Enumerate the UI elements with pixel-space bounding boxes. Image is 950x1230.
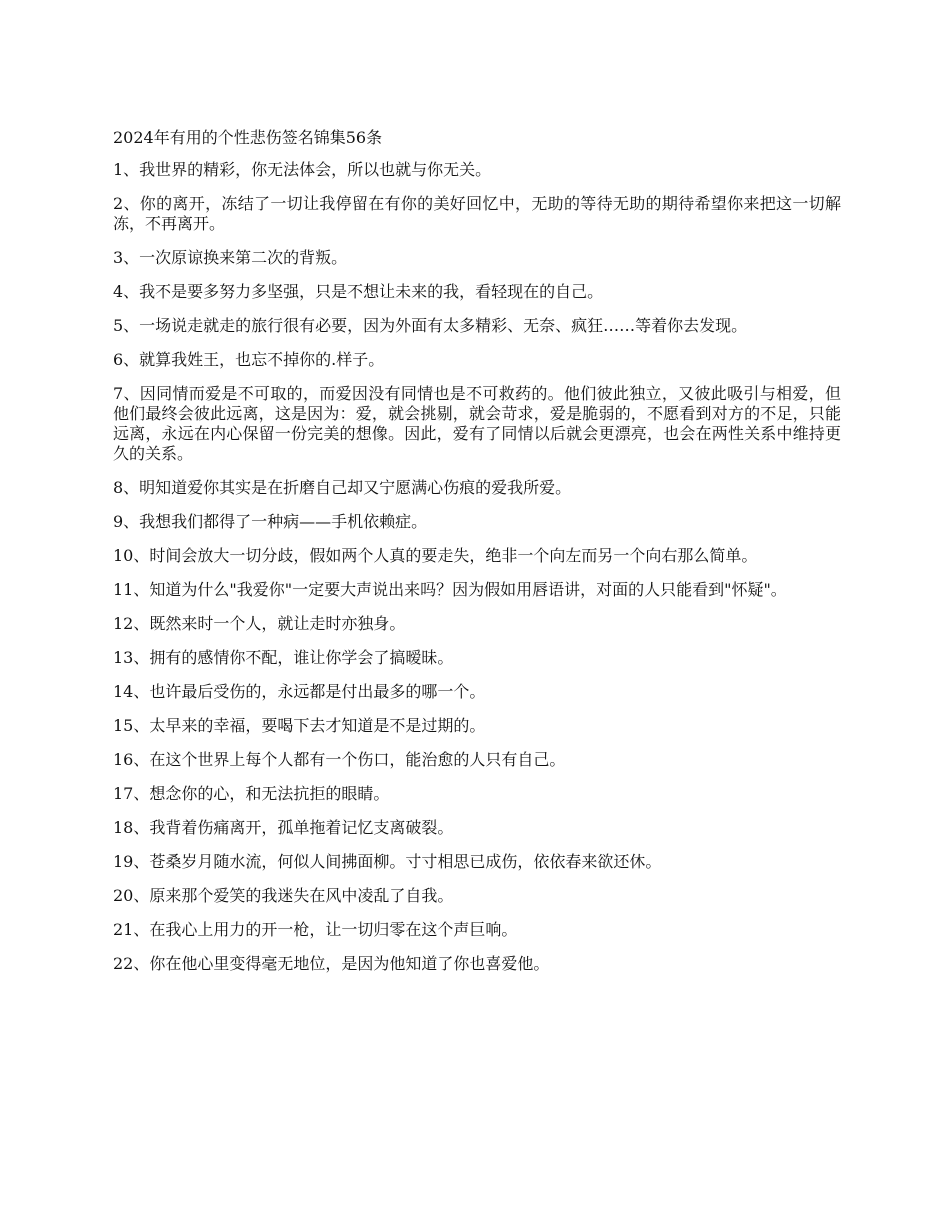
entry-14: 14、也许最后受伤的，永远都是付出最多的哪一个。: [113, 682, 486, 701]
entry-1: 1、我世界的精彩，你无法体会，所以也就与你无关。: [113, 160, 492, 179]
entry-6: 6、就算我姓王，也忘不掉你的.样子。: [113, 350, 385, 369]
entry-2: 2、你的离开，冻结了一切让我停留在有你的美好回忆中，无助的等待无助的期待希望你来把这一切解冻，不再离开。: [113, 194, 841, 233]
document-page: [113, 128, 841, 988]
entry-16: 16、在这个世界上每个人都有一个伤口，能治愈的人只有自己。: [113, 750, 566, 769]
entry-3: 3、一次原谅换来第二次的背叛。: [113, 248, 348, 267]
entry-12: 12、既然来时一个人，就让走时亦独身。: [113, 614, 406, 633]
entry-9: 9、我想我们都得了一种病——手机依赖症。: [113, 512, 428, 531]
entry-4: 4、我不是要多努力多坚强，只是不想让未来的我，看轻现在的自己。: [113, 282, 604, 301]
entry-13: 13、拥有的感情你不配，谁让你学会了搞暧昧。: [113, 648, 454, 667]
entry-22: 22、你在他心里变得毫无地位，是因为他知道了你也喜爱他。: [113, 954, 550, 973]
entry-19: 19、苍桑岁月随水流，何似人间拂面柳。寸寸相思已成伤，依依春来欲还休。: [113, 852, 662, 871]
entry-17: 17、想念你的心，和无法抗拒的眼睛。: [113, 784, 390, 803]
entry-18: 18、我背着伤痛离开，孤单拖着记忆支离破裂。: [113, 818, 454, 837]
entry-15: 15、太早来的幸福，要喝下去才知道是不是过期的。: [113, 716, 486, 735]
entry-8: 8、明知道爱你其实是在折磨自己却又宁愿满心伤痕的爱我所爱。: [113, 478, 572, 497]
entry-5: 5、一场说走就走的旅行很有必要，因为外面有太多精彩、无奈、疯狂……等着你去发现。: [113, 316, 748, 335]
entry-7: 7、因同情而爱是不可取的，而爱因没有同情也是不可救药的。他们彼此独立，又彼此吸引与相爱，但他们最终会彼此远离，这是因为：爱，就会挑剔，就会苛求，爱是脆弱的，不愿看到对方的不足，只能远离，永远在内心保留一份完美的想像。因此，爱有了同情以后就会更漂亮，也会在两性关系中维持更久的关系。: [113, 384, 841, 463]
document-title: 2024年有用的个性悲伤签名锦集56条: [113, 128, 383, 147]
entry-10: 10、时间会放大一切分歧，假如两个人真的要走失，绝非一个向左而另一个向右那么简单。: [113, 546, 758, 565]
entry-21: 21、在我心上用力的开一枪，让一切归零在这个声巨响。: [113, 920, 518, 939]
entry-20: 20、原来那个爱笑的我迷失在风中凌乱了自我。: [113, 886, 454, 905]
entry-11: 11、知道为什么"我爱你"一定要大声说出来吗？因为假如用唇语讲，对面的人只能看到"怀疑"。: [113, 580, 787, 599]
